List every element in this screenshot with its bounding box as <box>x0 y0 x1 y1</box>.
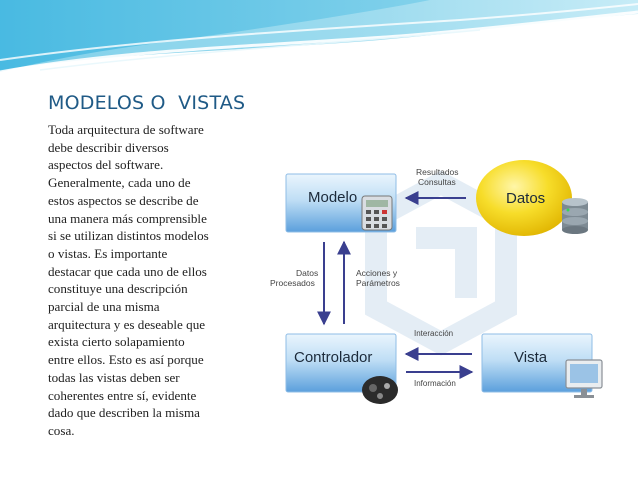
modelo-box <box>286 174 396 232</box>
vista-label: Vista <box>514 349 548 366</box>
body-line: debe describir diversos <box>48 139 169 155</box>
body-line: Toda arquitectura de software <box>48 122 204 137</box>
datos-procesados-line2: Procesados <box>270 278 315 288</box>
body-line: entre ellos. Esto es así porque <box>48 352 204 368</box>
body-line: dado que describen la misma <box>48 405 200 421</box>
controlador-label: Controlador <box>294 349 373 366</box>
vista-box <box>482 334 602 398</box>
body-line: destacar que cada uno de ellos <box>48 263 207 279</box>
database-icon <box>562 198 588 234</box>
body-line: parcial de una misma <box>48 299 160 315</box>
informacion-label: Información <box>414 379 456 388</box>
body-line: cosa. <box>48 422 75 438</box>
acciones-line2: Parámetros <box>356 278 400 288</box>
mvc-diagram <box>266 158 616 412</box>
datos-label: Datos <box>506 190 546 207</box>
body-line: todas las vistas deben ser <box>48 369 180 385</box>
body-line: exista cierto solapamiento <box>48 334 185 350</box>
body-line: aspectos del software. <box>48 157 164 173</box>
body-line: si se utilizan distintos modelos <box>48 228 209 244</box>
body-line: coherentes entre sí, evidente <box>48 387 197 403</box>
body-line: Generalmente, cada uno de <box>48 175 191 191</box>
body-line: una manera más comprensible <box>48 210 207 226</box>
interaccion-label: Interacción <box>414 329 454 338</box>
body-line: estos aspectos se describe de <box>48 192 199 208</box>
slide-title: MODELOS O VISTAS <box>48 92 246 114</box>
gamepad-icon <box>362 376 398 404</box>
body-paragraph <box>48 121 248 440</box>
calculator-icon <box>362 196 392 230</box>
resultados-label-line1: Resultados <box>416 167 459 177</box>
body-line: o vistas. Es importante <box>48 245 168 261</box>
header-wave-decoration <box>0 0 638 80</box>
acciones-line1: Acciones y <box>356 268 398 278</box>
body-line: arquitectura y es deseable que <box>48 316 206 332</box>
modelo-label: Modelo <box>308 189 358 206</box>
resultados-label-line2: Consultas <box>418 177 456 187</box>
body-line: constituye una descripción <box>48 281 188 297</box>
datos-procesados-line1: Datos <box>296 268 319 278</box>
